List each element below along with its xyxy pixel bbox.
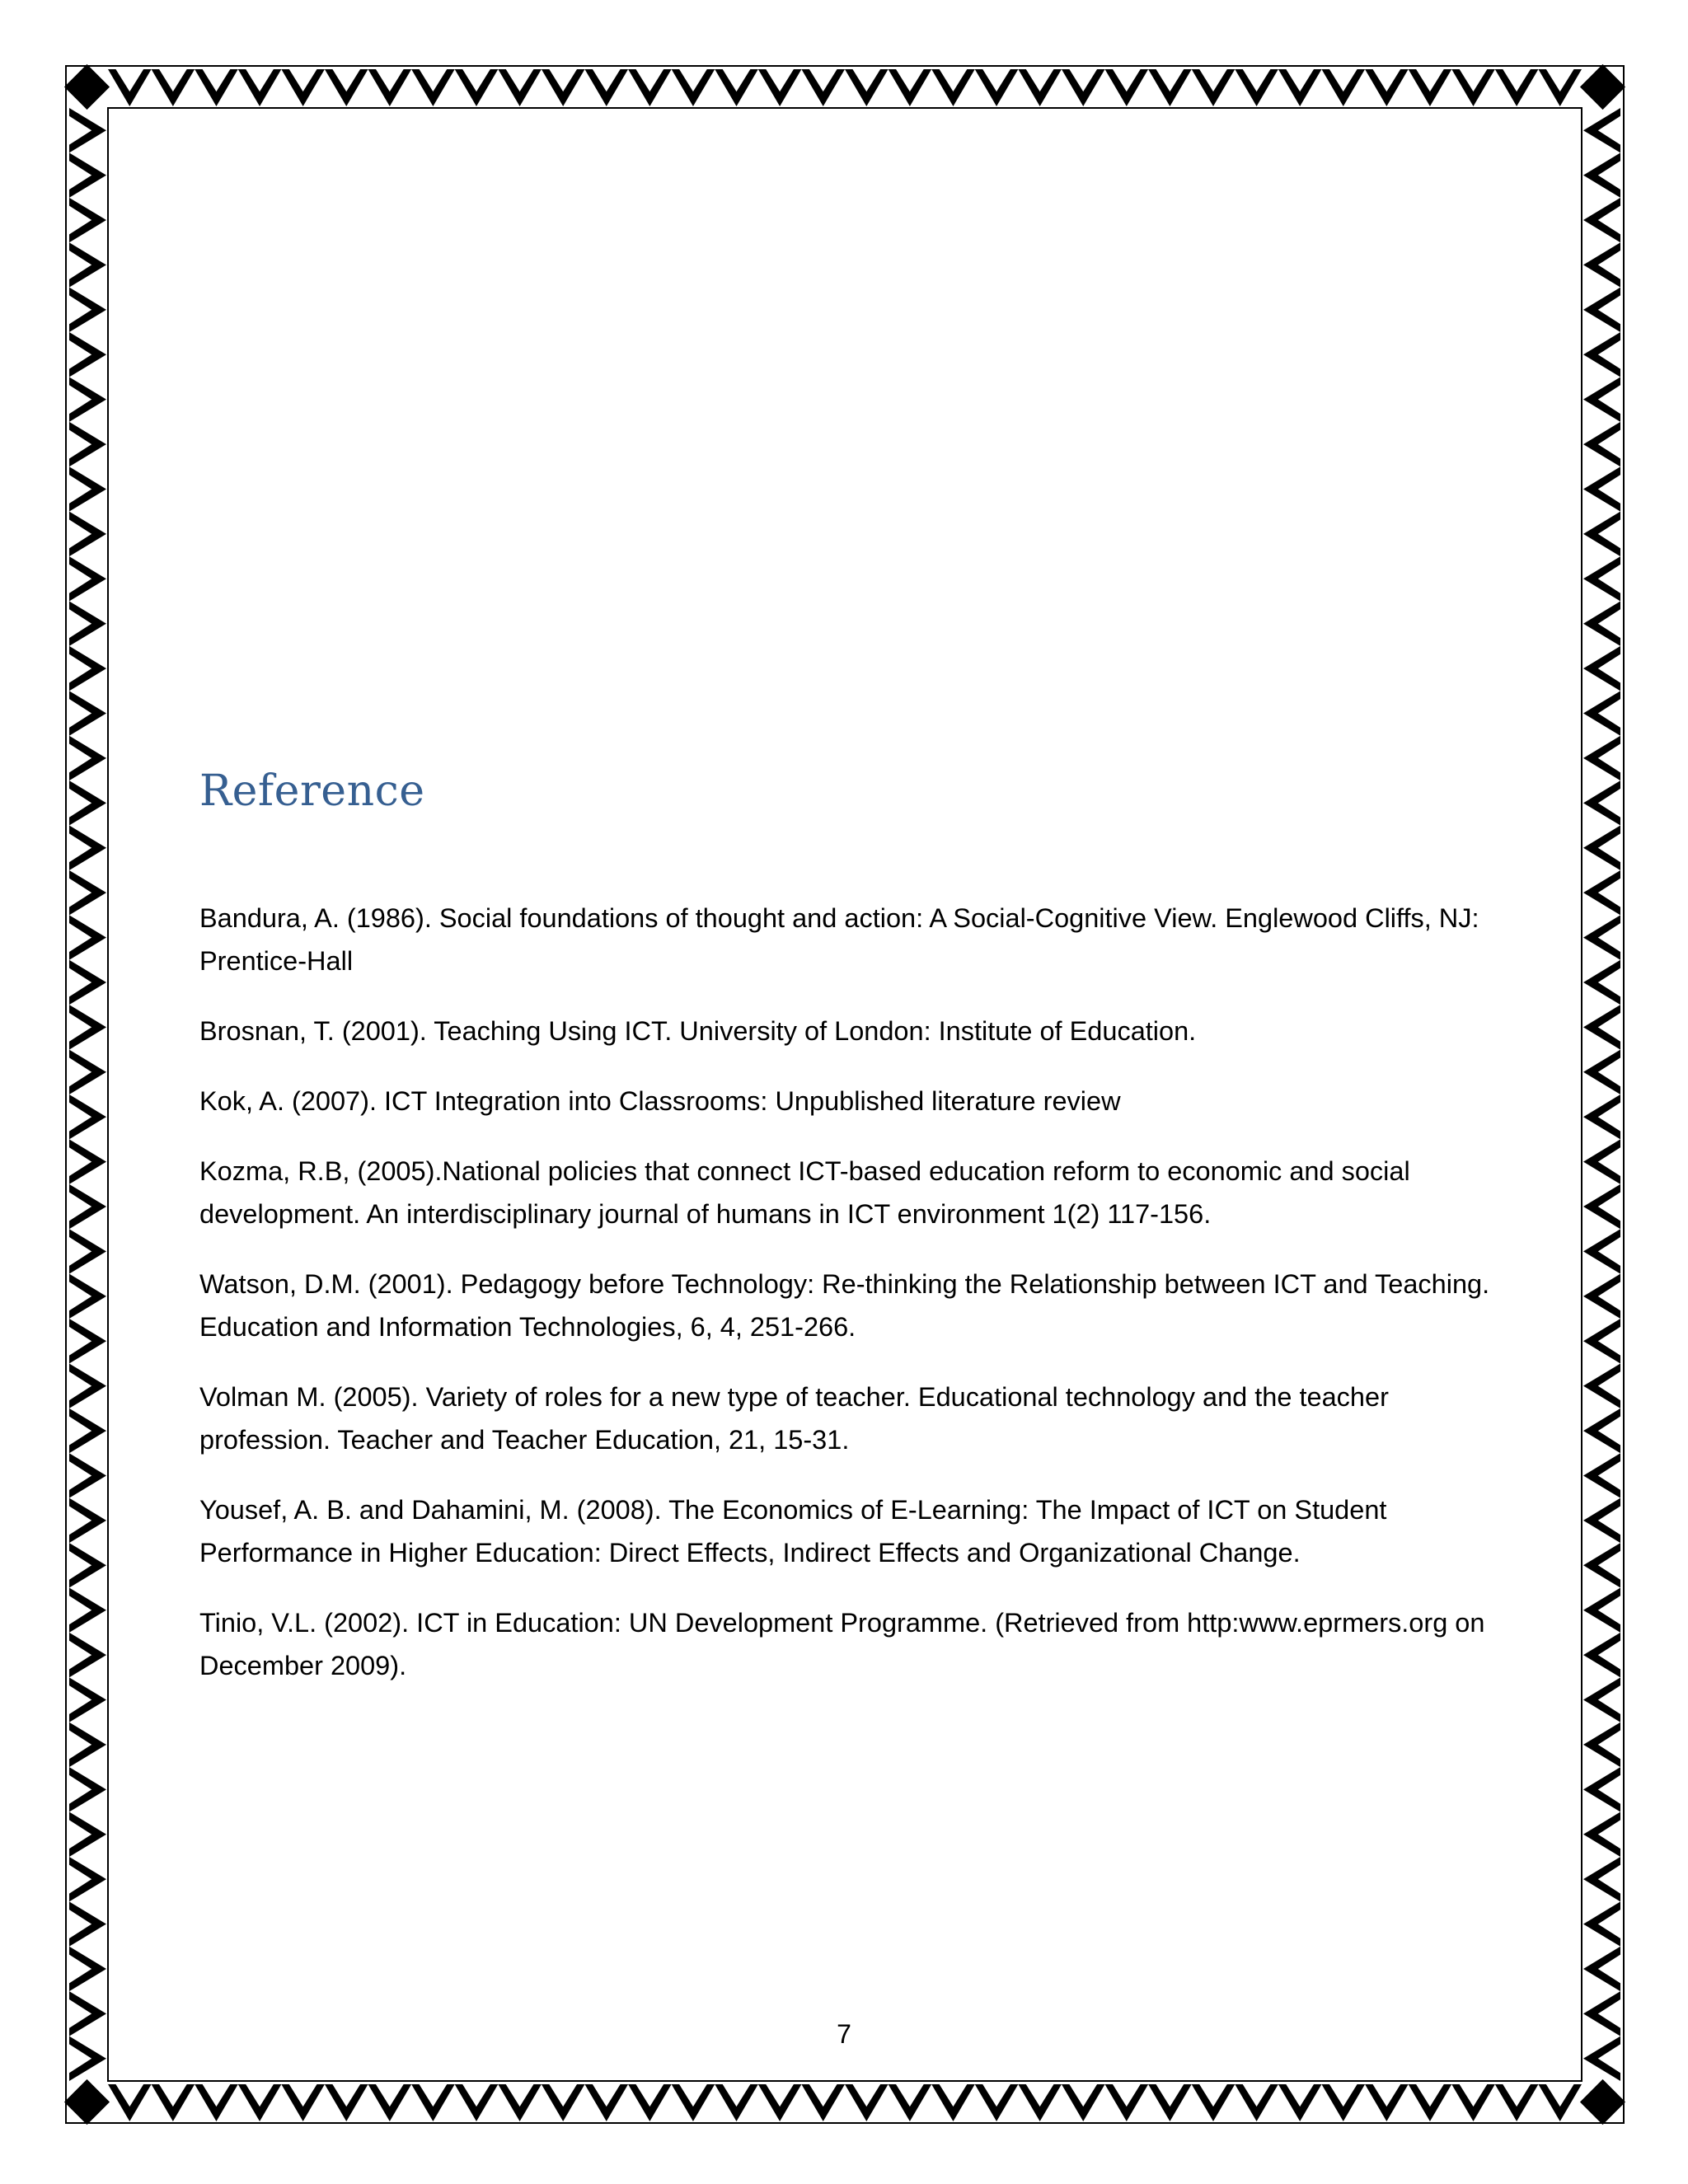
border-chevron xyxy=(1583,1274,1620,1319)
border-chevron xyxy=(1451,69,1495,106)
border-chevron xyxy=(69,1274,106,1319)
border-chevron xyxy=(1583,1005,1620,1049)
border-chevron xyxy=(1583,915,1620,959)
border-chevron xyxy=(1583,556,1620,601)
border-chevron xyxy=(455,2084,499,2121)
border-chevron xyxy=(1495,2084,1539,2121)
border-chevron xyxy=(672,69,715,106)
border-chevron xyxy=(1583,1453,1620,1497)
border-chevron xyxy=(584,69,628,106)
border-chevron xyxy=(1148,2084,1192,2121)
border-chevron xyxy=(1583,332,1620,377)
border-chevron xyxy=(1018,69,1062,106)
border-chevron xyxy=(1583,1139,1620,1183)
border-chevron xyxy=(1451,2084,1495,2121)
border-chevron xyxy=(931,69,975,106)
border-corner xyxy=(64,64,110,110)
border-chevron xyxy=(368,2084,412,2121)
border-chevron xyxy=(1278,69,1322,106)
border-chevron xyxy=(1583,1857,1620,1901)
border-chevron xyxy=(69,422,106,466)
border-chevron xyxy=(801,69,845,106)
border-chevron xyxy=(715,69,758,106)
border-chevron xyxy=(1192,69,1236,106)
border-chevron xyxy=(1583,422,1620,466)
border-chevron xyxy=(1321,2084,1365,2121)
border-corner xyxy=(1580,64,1625,110)
border-chevron xyxy=(1583,288,1620,332)
border-chevron xyxy=(1583,1947,1620,1991)
border-chevron xyxy=(69,870,106,915)
border-chevron xyxy=(69,1901,106,1946)
border-chevron xyxy=(69,1543,106,1587)
border-chevron xyxy=(69,1319,106,1363)
reference-entry: Kok, A. (2007). ICT Integration into Classrooms: Unpublished literature review xyxy=(199,1086,1121,1116)
border-chevron xyxy=(1538,69,1582,106)
reference-entry: Kozma, R.B, (2005).National policies that connect ICT-based education reform to economic and social development. An interdisciplinary journal of humans in ICT environment 1(2) 117-156. xyxy=(199,1156,1410,1229)
border-chevron xyxy=(1538,2084,1582,2121)
border-chevron xyxy=(69,198,106,242)
border-chevron xyxy=(975,69,1019,106)
border-chevron xyxy=(1583,1722,1620,1767)
border-chevron xyxy=(152,69,195,106)
border-chevron xyxy=(1192,2084,1236,2121)
border-chevron xyxy=(1583,1319,1620,1363)
border-chevron xyxy=(368,69,412,106)
border-chevron xyxy=(1583,646,1620,691)
border-chevron xyxy=(69,288,106,332)
reference-entry: Bandura, A. (1986). Social foundations of thought and action: A Social-Cognitive View. Englewood Cliffs, NJ: Prentice-Hall xyxy=(199,903,1479,976)
border-chevron xyxy=(1583,242,1620,287)
page-heading: Reference xyxy=(199,766,425,816)
border-chevron xyxy=(1495,69,1539,106)
border-chevron xyxy=(1235,69,1278,106)
border-chevron xyxy=(69,1947,106,1991)
border-chevron xyxy=(498,2084,542,2121)
border-chevron xyxy=(69,242,106,287)
reference-entry: Yousef, A. B. and Dahamini, M. (2008). The Economics of E-Learning: The Impact of ICT on Student Performance in Higher Education: Direct Effects, Indirect Effects and Organizational Change. xyxy=(199,1495,1387,1568)
border-chevron xyxy=(542,69,585,106)
reference-entry: Volman M. (2005). Variety of roles for a new type of teacher. Educational technology and the teacher profession. Teacher and Teacher Education, 21, 15-31. xyxy=(199,1382,1389,1455)
border-chevron xyxy=(584,2084,628,2121)
border-chevron xyxy=(628,2084,672,2121)
border-chevron xyxy=(69,602,106,646)
border-chevron xyxy=(1148,69,1192,106)
border-chevron xyxy=(69,1184,106,1229)
border-chevron xyxy=(69,1498,106,1543)
border-chevron xyxy=(69,556,106,601)
border-chevron xyxy=(69,1005,106,1049)
border-chevron xyxy=(195,2084,238,2121)
border-chevron xyxy=(542,2084,585,2121)
border-chevron xyxy=(975,2084,1019,2121)
border-chevron xyxy=(1583,870,1620,915)
border-chevron xyxy=(1018,2084,1062,2121)
border-chevron xyxy=(69,332,106,377)
border-chevron xyxy=(1583,1184,1620,1229)
border-chevron xyxy=(1321,69,1365,106)
border-chevron xyxy=(455,69,499,106)
border-chevron xyxy=(108,2084,152,2121)
border-chevron xyxy=(69,960,106,1005)
border-chevron xyxy=(238,69,282,106)
border-chevron xyxy=(69,1812,106,1857)
border-chevron xyxy=(758,69,802,106)
border-chevron xyxy=(69,1408,106,1453)
border-chevron xyxy=(1105,2084,1149,2121)
border-chevron xyxy=(1583,1767,1620,1811)
border-chevron xyxy=(1583,826,1620,870)
border-chevron xyxy=(1583,1633,1620,1677)
border-chevron xyxy=(1583,736,1620,780)
border-chevron xyxy=(715,2084,758,2121)
border-chevron xyxy=(1583,780,1620,825)
border-chevron xyxy=(801,2084,845,2121)
border-chevron xyxy=(69,1677,106,1722)
border-chevron xyxy=(1583,1498,1620,1543)
border-chevron xyxy=(69,1453,106,1497)
border-chevron xyxy=(1583,1363,1620,1408)
border-chevron xyxy=(411,2084,455,2121)
border-chevron xyxy=(1409,2084,1452,2121)
border-chevron xyxy=(1583,466,1620,511)
border-chevron xyxy=(69,108,106,152)
border-chevron xyxy=(69,1722,106,1767)
border-chevron xyxy=(325,69,368,106)
border-chevron xyxy=(1583,1408,1620,1453)
border-chevron xyxy=(1583,1543,1620,1587)
border-chevron xyxy=(69,1363,106,1408)
border-chevron xyxy=(69,646,106,691)
border-chevron xyxy=(889,69,932,106)
border-chevron xyxy=(1365,69,1409,106)
border-chevron xyxy=(1583,691,1620,735)
border-chevron xyxy=(1583,602,1620,646)
border-chevron xyxy=(69,1767,106,1811)
reference-entry: Brosnan, T. (2001). Teaching Using ICT. University of London: Institute of Education. xyxy=(199,1016,1197,1046)
border-chevron xyxy=(1409,69,1452,106)
border-chevron xyxy=(931,2084,975,2121)
border-chevron xyxy=(628,69,672,106)
border-chevron xyxy=(889,2084,932,2121)
border-chevron xyxy=(69,512,106,556)
border-chevron xyxy=(238,2084,282,2121)
border-chevron xyxy=(152,2084,195,2121)
border-chevron xyxy=(1583,377,1620,421)
border-chevron xyxy=(1583,1812,1620,1857)
border-chevron xyxy=(69,466,106,511)
border-chevron xyxy=(1583,1050,1620,1094)
border-chevron xyxy=(845,2084,889,2121)
border-chevron xyxy=(498,69,542,106)
border-chevron xyxy=(1583,1588,1620,1633)
border-chevron xyxy=(195,69,238,106)
border-chevron xyxy=(1583,198,1620,242)
border-chevron xyxy=(69,736,106,780)
border-chevron xyxy=(1583,960,1620,1005)
border-chevron xyxy=(69,691,106,735)
border-chevron xyxy=(1583,1677,1620,1722)
reference-entry: Watson, D.M. (2001). Pedagogy before Technology: Re-thinking the Relationship between ICT and Teaching. Education and Information Technologies, 6, 4, 251-266. xyxy=(199,1269,1490,1342)
border-corner xyxy=(64,2079,110,2125)
border-chevron xyxy=(1105,69,1149,106)
border-chevron xyxy=(69,1588,106,1633)
reference-list xyxy=(199,897,1502,1714)
border-chevron xyxy=(108,69,152,106)
border-chevron xyxy=(69,1857,106,1901)
border-chevron xyxy=(69,152,106,197)
border-chevron xyxy=(69,915,106,959)
border-chevron xyxy=(69,1050,106,1094)
border-chevron xyxy=(325,2084,368,2121)
border-chevron xyxy=(1235,2084,1278,2121)
border-chevron xyxy=(758,2084,802,2121)
border-chevron xyxy=(1365,2084,1409,2121)
border-chevron xyxy=(411,69,455,106)
border-corner xyxy=(1580,2079,1625,2125)
reference-entry: Tinio, V.L. (2002). ICT in Education: UN Development Programme. (Retrieved from http:www.eprmers.org on December 2009). xyxy=(199,1608,1485,1680)
border-chevron xyxy=(69,1229,106,1273)
border-chevron xyxy=(1583,108,1620,152)
border-chevron xyxy=(1583,1229,1620,1273)
border-chevron xyxy=(69,1094,106,1139)
border-chevron xyxy=(69,826,106,870)
border-chevron xyxy=(281,69,325,106)
border-chevron xyxy=(69,377,106,421)
border-chevron xyxy=(1062,69,1105,106)
border-chevron xyxy=(1062,2084,1105,2121)
border-chevron xyxy=(1583,512,1620,556)
border-chevron xyxy=(69,780,106,825)
border-chevron xyxy=(1583,1094,1620,1139)
border-chevron xyxy=(845,69,889,106)
border-chevron xyxy=(1278,2084,1322,2121)
border-chevron xyxy=(672,2084,715,2121)
page-number: 7 xyxy=(837,2019,851,2049)
border-chevron xyxy=(1583,152,1620,197)
border-chevron xyxy=(69,1633,106,1677)
border-chevron xyxy=(1583,1901,1620,1946)
border-chevron xyxy=(281,2084,325,2121)
border-chevron xyxy=(69,1139,106,1183)
